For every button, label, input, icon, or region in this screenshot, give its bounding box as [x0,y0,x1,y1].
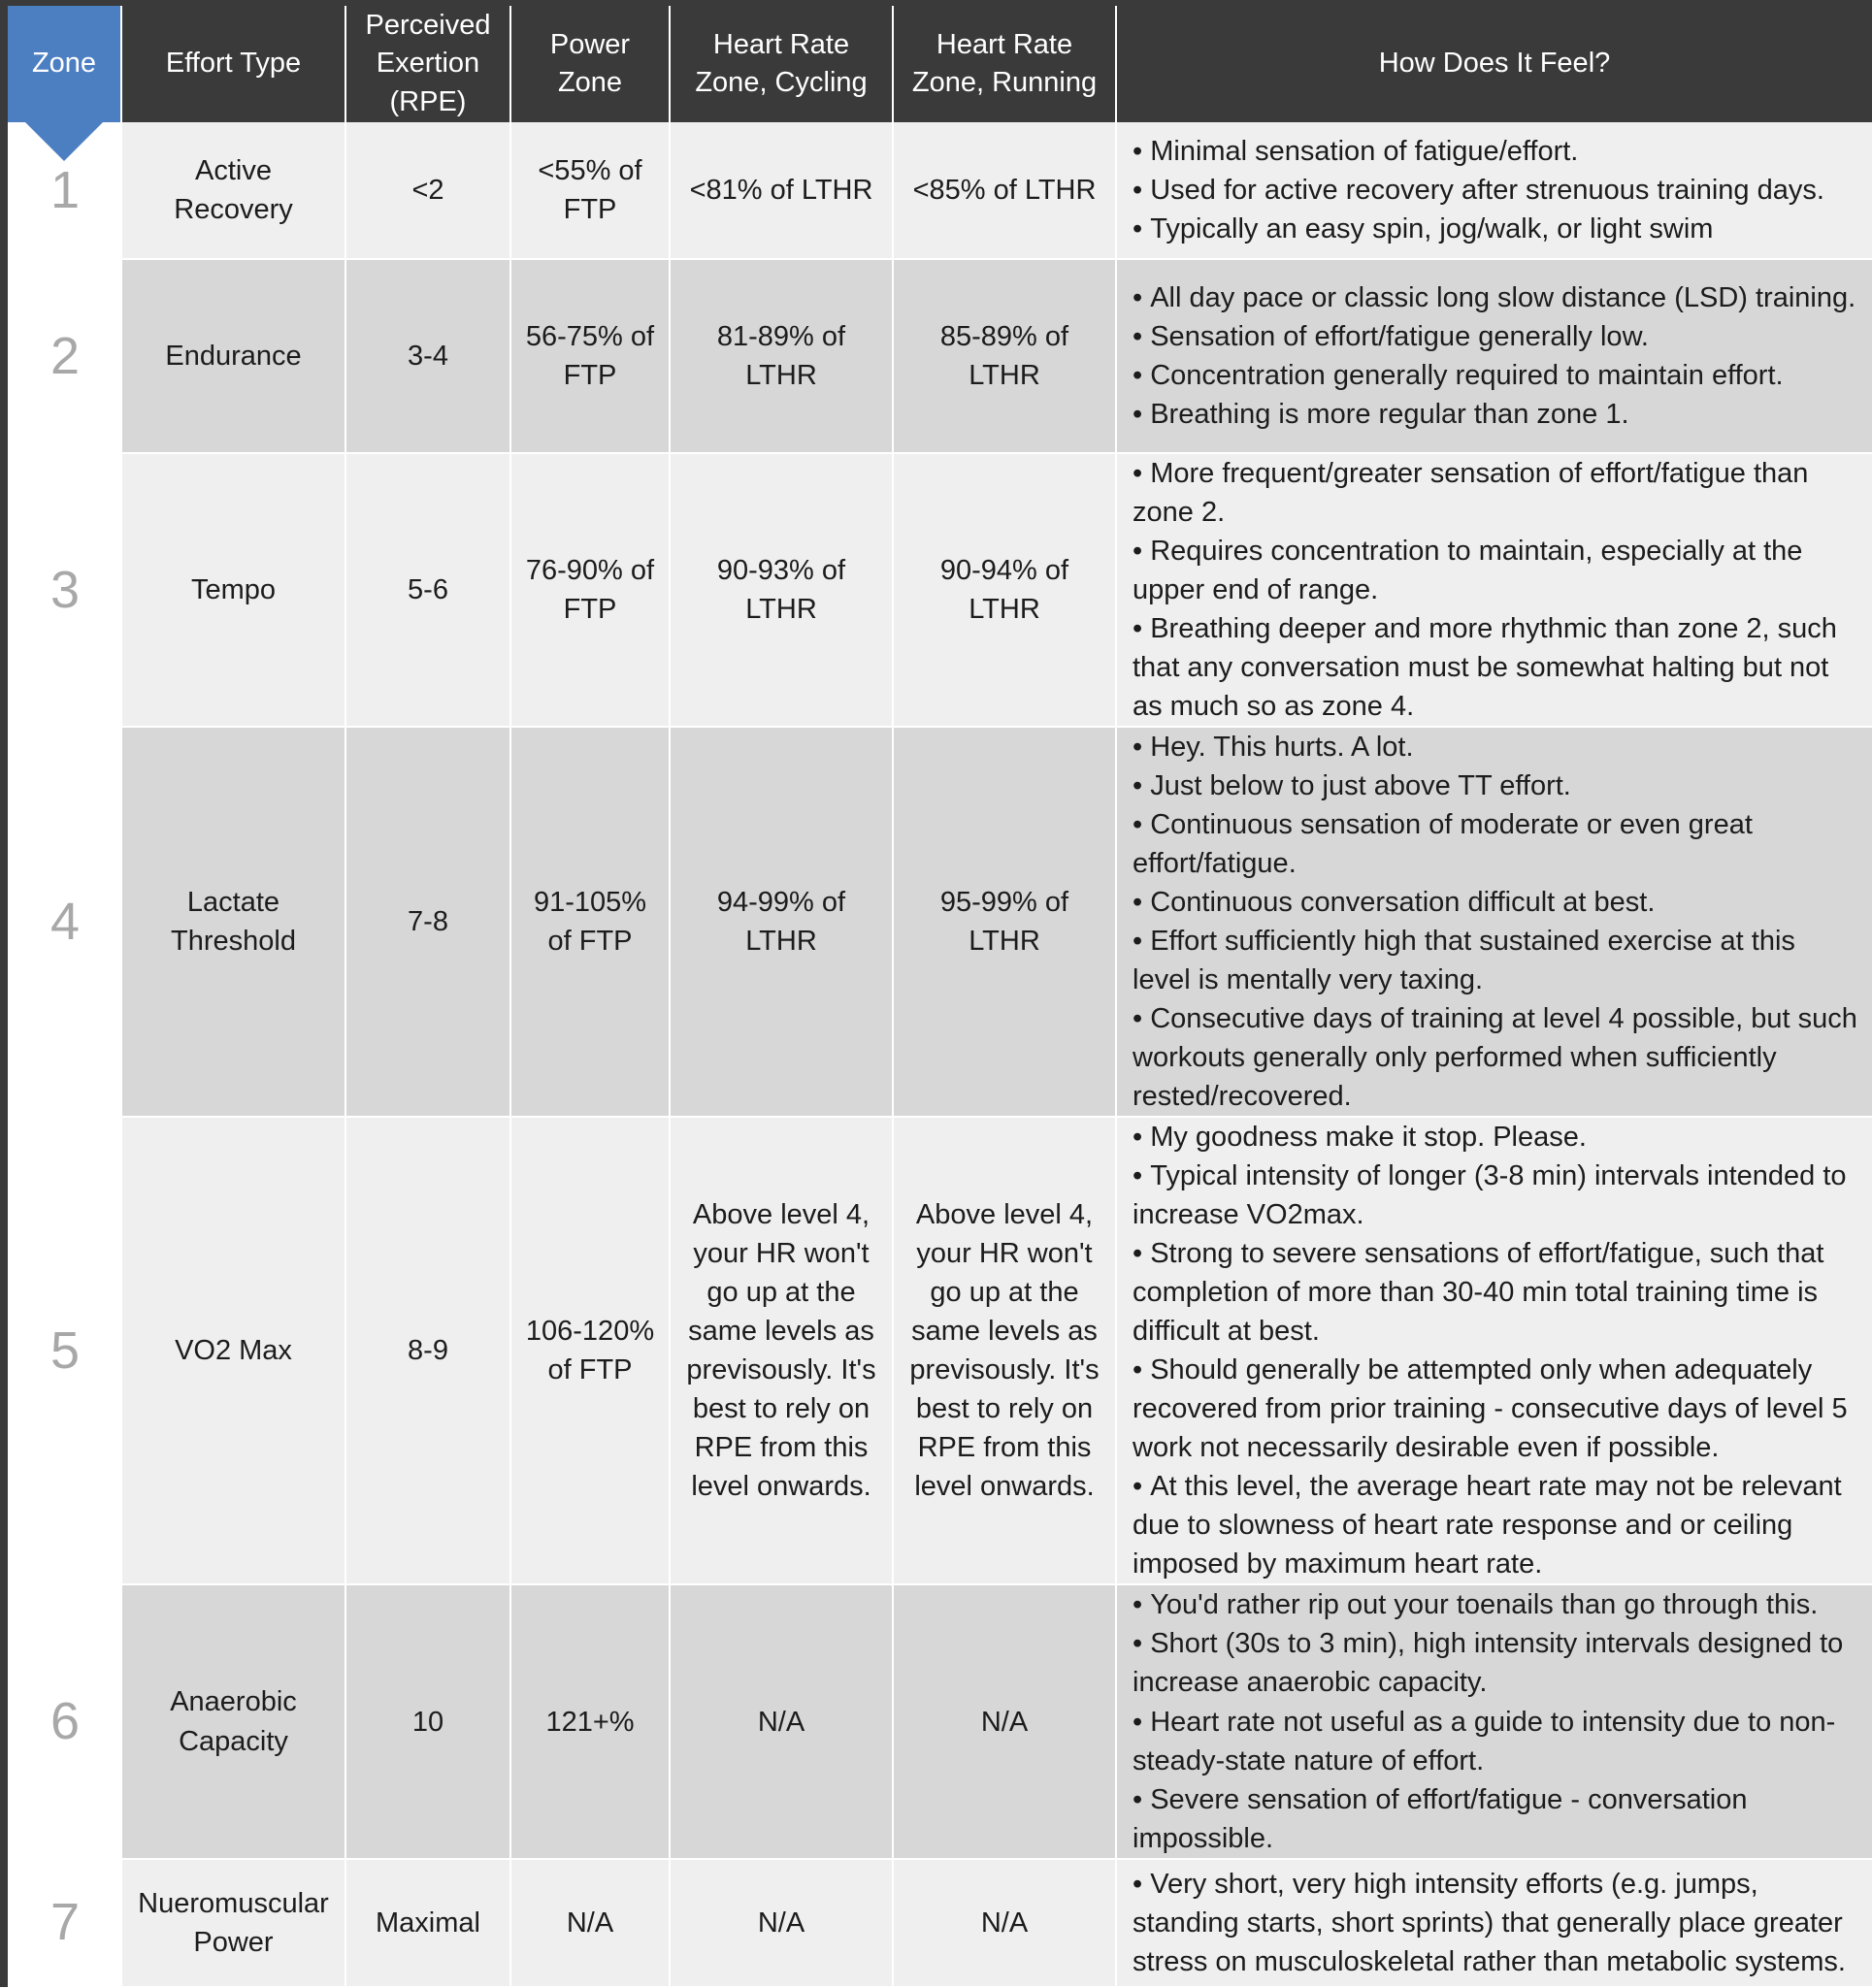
header-row [8,6,1872,122]
header-hr-running: Heart Rate Zone, Running [894,6,1117,122]
feel-bullet: • Hey. This hurts. A lot. [1133,728,1860,766]
feel-bullet: • Strong to severe sensations of effort/fatigue, such that completion of more than 30-40 min total training time is difficult at best. [1133,1234,1860,1351]
power-zone-cell: <55% of FTP [511,122,671,260]
table-row [8,1118,1872,1585]
power-zone-cell: 56-75% of FTP [511,260,671,454]
header-zone [8,6,122,122]
effort-type-cell: Nueromuscular Power [122,1860,346,1988]
hr-running-cell: <85% of LTHR [894,122,1117,260]
power-zone-cell: 76-90% of FTP [511,454,671,728]
hr-running-cell: 85-89% of LTHR [894,260,1117,454]
hr-cycling-cell: 81-89% of LTHR [671,260,894,454]
hr-cycling-cell: <81% of LTHR [671,122,894,260]
table-row [8,1860,1872,1988]
hr-running-cell: 95-99% of LTHR [894,728,1117,1118]
feel-bullet: • You'd rather rip out your toenails than go through this. [1133,1585,1860,1624]
rpe-cell: 7-8 [346,728,511,1118]
effort-type-cell: Active Recovery [122,122,346,260]
hr-cycling-cell: N/A [671,1585,894,1859]
effort-type-cell: Lactate Threshold [122,728,346,1118]
rpe-cell: 8-9 [346,1118,511,1585]
table-row [8,454,1872,728]
header-hr-cycling: Heart Rate Zone, Cycling [671,6,894,122]
table-body [8,122,1872,1988]
header-feel: How Does It Feel? [1117,6,1872,122]
feel-bullet: • My goodness make it stop. Please. [1133,1118,1860,1157]
zone-number: 1 [8,122,122,260]
header-zone-label: Zone [31,48,97,80]
hr-cycling-cell: Above level 4, your HR won't go up at the same levels as previsously. It's best to rely on RPE from this level onwards. [671,1118,894,1585]
feel-bullet: • Minimal sensation of fatigue/effort. [1133,132,1860,171]
feel-cell [1117,122,1872,260]
feel-cell [1117,728,1872,1118]
hr-running-cell: N/A [894,1585,1117,1859]
feel-bullet: • Severe sensation of effort/fatigue - conversation impossible. [1133,1780,1860,1858]
feel-cell [1117,1118,1872,1585]
training-zones-table [8,6,1872,1988]
feel-cell [1117,1585,1872,1859]
feel-cell [1117,1860,1872,1988]
rpe-cell: 5-6 [346,454,511,728]
feel-bullet: • Concentration generally required to maintain effort. [1133,356,1860,395]
hr-cycling-cell: 94-99% of LTHR [671,728,894,1118]
feel-bullet: • At this level, the average heart rate may not be relevant due to slowness of heart rate response and or ceiling imposed by maximum heart rate. [1133,1467,1860,1583]
hr-cycling-cell: N/A [671,1860,894,1988]
hr-running-cell: 90-94% of LTHR [894,454,1117,728]
effort-type-cell: Endurance [122,260,346,454]
feel-bullet: • Breathing deeper and more rhythmic than zone 2, such that any conversation must be somewhat halting but not as much so as zone 4. [1133,609,1860,726]
rpe-cell: <2 [346,122,511,260]
hr-running-cell: Above level 4, your HR won't go up at the same levels as previsously. It's best to rely on RPE from this level onwards. [894,1118,1117,1585]
feel-bullet: • Used for active recovery after strenuous training days. [1133,171,1860,210]
header-effort-type: Effort Type [122,6,346,122]
feel-bullet: • Typical intensity of longer (3-8 min) intervals intended to increase VO2max. [1133,1157,1860,1234]
power-zone-cell: N/A [511,1860,671,1988]
feel-bullet: • Sensation of effort/fatigue generally low. [1133,317,1860,356]
feel-bullet: • All day pace or classic long slow distance (LSD) training. [1133,278,1860,317]
power-zone-cell: 121+% [511,1585,671,1859]
rpe-cell: Maximal [346,1860,511,1988]
feel-bullet: • Consecutive days of training at level 4 possible, but such workouts generally only performed when sufficiently rested/recovered. [1133,999,1860,1116]
zone-arrow-icon [25,122,103,161]
table-row [8,260,1872,454]
feel-bullet: • Breathing is more regular than zone 1. [1133,395,1860,434]
effort-type-cell: Tempo [122,454,346,728]
feel-bullet: • Typically an easy spin, jog/walk, or light swim [1133,210,1860,248]
zone-number: 2 [8,260,122,454]
feel-bullet: • Continuous conversation difficult at best. [1133,883,1860,922]
feel-bullet: • Should generally be attempted only when adequately recovered from prior training - consecutive days of level 5 work not necessarily desirable even if possible. [1133,1351,1860,1467]
table-row [8,1585,1872,1859]
table-row [8,728,1872,1118]
effort-type-cell: VO2 Max [122,1118,346,1585]
feel-cell [1117,454,1872,728]
zone-number: 3 [8,454,122,728]
hr-cycling-cell: 90-93% of LTHR [671,454,894,728]
feel-bullet: • Just below to just above TT effort. [1133,766,1860,805]
feel-bullet: • Heart rate not useful as a guide to intensity due to non-steady-state nature of effort. [1133,1703,1860,1780]
feel-bullet: • Very short, very high intensity efforts (e.g. jumps, standing starts, short sprints) that generally place greater stress on musculoskeletal rather than metabolic systems. [1133,1865,1860,1981]
feel-bullet: • More frequent/greater sensation of effort/fatigue than zone 2. [1133,454,1860,532]
hr-running-cell: N/A [894,1860,1117,1988]
rpe-cell: 10 [346,1585,511,1859]
feel-bullet: • Continuous sensation of moderate or even great effort/fatigue. [1133,805,1860,883]
power-zone-cell: 106-120% of FTP [511,1118,671,1585]
zone-number: 4 [8,728,122,1118]
rpe-cell: 3-4 [346,260,511,454]
feel-bullet: • Effort sufficiently high that sustained exercise at this level is mentally very taxing. [1133,922,1860,999]
feel-cell [1117,260,1872,454]
feel-bullet: • Short (30s to 3 min), high intensity intervals designed to increase anaerobic capacity. [1133,1624,1860,1702]
feel-bullet: • Requires concentration to maintain, especially at the upper end of range. [1133,532,1860,609]
zone-number: 7 [8,1860,122,1988]
power-zone-cell: 91-105% of FTP [511,728,671,1118]
header-rpe: Perceived Exertion (RPE) [346,6,511,122]
zone-number: 6 [8,1585,122,1859]
header-power-zone: Power Zone [511,6,671,122]
effort-type-cell: Anaerobic Capacity [122,1585,346,1859]
table-row [8,122,1872,260]
zone-number: 5 [8,1118,122,1585]
